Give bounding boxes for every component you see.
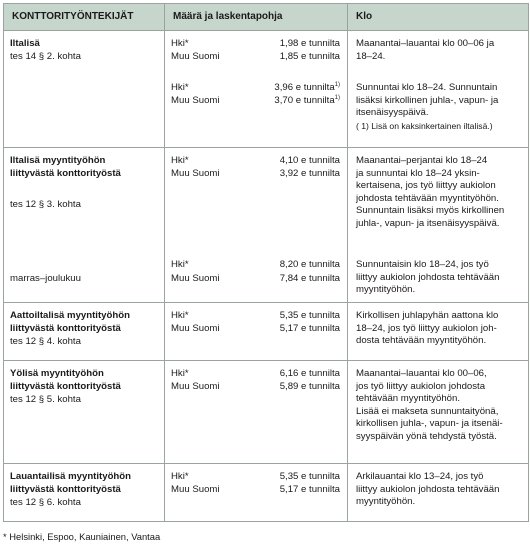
time-description: Maanantai–perjantai klo 18–24 ja sunnuntai klo 18–24 yksin- kertaisena, jos työ liittyy aukiolon johdosta tehtävään myyntityöhön. Sunnuntain lisäksi myös kirkollinen juhla-, vapun- ja itsenäisyyspäivä. [356, 155, 505, 229]
rate-line: Muu Suomi 5,17 e tunnilta [171, 323, 340, 334]
row-period: marras–joulukuu [10, 273, 81, 284]
header-time: Klo [348, 4, 529, 31]
row-reference: tes 12 § 3. kohta [10, 199, 81, 210]
row-title: Iltalisä myyntityöhön [10, 155, 106, 166]
rate-line: Muu Suomi 5,17 e tunnilta [171, 484, 340, 495]
row-title: Yölisä myyntityöhön [10, 368, 104, 379]
time-description: Arkilauantai klo 13–24, jos työ liittyy aukiolon johdosta tehtävään myyntityöhön. [356, 471, 500, 508]
row-title: liittyvästä konttorityöstä [10, 323, 121, 334]
time-description: Kirkollisen juhlapyhän aattona klo 18–24, jos työ liittyy aukiolon joh- dosta tehtävään myyntityöhön. [356, 310, 499, 347]
rate-line: Hki* 5,35 e tunnilta [171, 471, 340, 482]
time-description: Maanantai–lauantai klo 00–06 ja 18–24. [356, 38, 495, 62]
footnote-inline: ( 1) Lisä on kaksinkertainen iltalisä.) [356, 120, 493, 131]
header-employees: KONTTORITYÖNTEKIJÄT [4, 4, 165, 31]
time-description: Sunnuntai klo 18–24. Sunnuntain lisäksi kirkollinen juhla-, vapun- ja itsenäisyyspäivä. ( 1) Lisä on kaksinkertainen iltalisä.) [356, 82, 526, 132]
row-reference: tes 12 § 6. kohta [10, 497, 81, 508]
table-row [4, 148, 529, 303]
row-title: liittyvästä konttorityöstä [10, 168, 121, 179]
rate-line: Hki* 1,98 e tunnilta [171, 38, 340, 49]
row-title: liittyvästä konttorityöstä [10, 484, 121, 495]
rate-line: Muu Suomi 1,85 e tunnilta [171, 51, 340, 62]
table-row [4, 31, 529, 148]
row-reference: tes 12 § 4. kohta [10, 336, 81, 347]
footnote: * Helsinki, Espoo, Kauniainen, Vantaa [3, 531, 161, 542]
row-title: Iltalisä [10, 38, 40, 49]
header-amount-basis: Määrä ja laskentapohja [165, 4, 348, 31]
row-title: liittyvästä konttorityöstä [10, 381, 121, 392]
rate-line: Muu Suomi 5,89 e tunnilta [171, 381, 340, 392]
rate-line: Muu Suomi 3,70 e tunnilta$^{1)}$ [171, 94, 340, 106]
rate-line: Hki* 3,96 e tunnilta$^{1)}$ [171, 81, 340, 93]
rate-line: Hki* 4,10 e tunnilta [171, 155, 340, 166]
rate-line: Hki* 8,20 e tunnilta [171, 259, 340, 270]
rate-line: Hki* 5,35 e tunnilta [171, 310, 340, 321]
rate-line: Muu Suomi 3,92 e tunnilta [171, 168, 340, 179]
table-row [4, 361, 529, 464]
allowance-table [3, 3, 529, 522]
rate-line: Muu Suomi 7,84 e tunnilta [171, 273, 340, 284]
time-description: Sunnuntaisin klo 18–24, jos työ liittyy aukiolon johdosta tehtävään myyntityöhön. [356, 259, 500, 296]
table-row [4, 303, 529, 361]
table-header-row [4, 4, 529, 31]
rate-line: Hki* 6,16 e tunnilta [171, 368, 340, 379]
row-reference: tes 12 § 5. kohta [10, 394, 81, 405]
time-description: Maanantai–lauantai klo 00–06, jos työ liittyy aukiolon johdosta tehtävään myyntityöhön. Lisää ei makseta sunnuntaityönä, kirkollisen juhla-, vapun- ja itsenäi- syyspäivän yönä tehdystä työstä. [356, 368, 503, 442]
row-reference: tes 14 § 2. kohta [10, 51, 81, 62]
table-row [4, 464, 529, 522]
row-title: Aattoiltalisä myyntityöhön [10, 310, 130, 321]
row-title: Lauantailisä myyntityöhön [10, 471, 132, 482]
